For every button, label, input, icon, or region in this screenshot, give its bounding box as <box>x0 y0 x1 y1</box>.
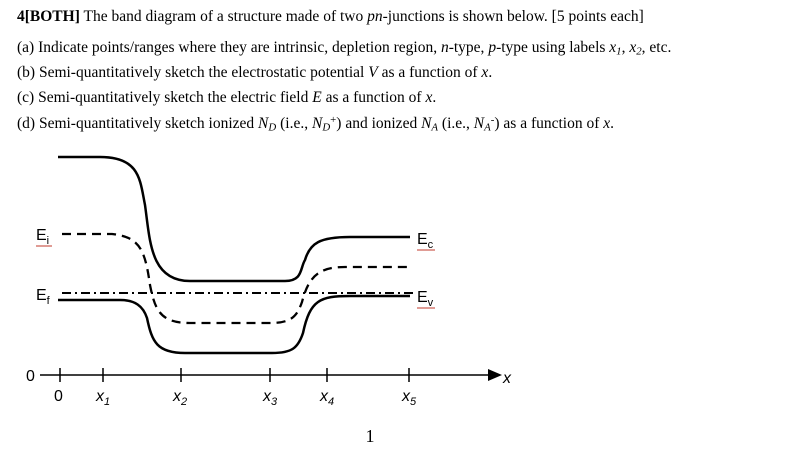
part-d-D2: D <box>322 121 331 134</box>
part-a-x2: x <box>629 39 637 56</box>
part-d-N1: N <box>258 114 269 132</box>
part-d-text-1: (d) Semi-quantitatively sketch ionized <box>17 114 259 132</box>
part-d-N3: N <box>421 114 432 132</box>
part-b-text-1: (b) Semi-quantitatively sketch the electrostatic potential <box>17 64 369 81</box>
x-axis-label: x <box>503 370 511 387</box>
problem-intro: The band diagram of a structure made of two <box>79 8 368 25</box>
intrinsic-level-curve <box>62 234 412 323</box>
part-c-end: . <box>432 89 437 106</box>
pn-text: pn <box>367 8 383 25</box>
part-c-text-1: (c) Semi-quantitatively sketch the electric field <box>17 89 313 106</box>
part-d-plus: + <box>330 114 337 126</box>
part-c-E: E <box>312 89 322 106</box>
part-a-text-1: (a) Indicate points/ranges where they are intrinsic, depletion region, <box>17 39 441 56</box>
part-c-x: x <box>425 89 433 106</box>
part-a-end: , etc. <box>641 39 672 56</box>
part-a-comma: , <box>621 39 630 56</box>
part-d-D1: D <box>268 121 277 134</box>
part-b-end: . <box>488 64 493 81</box>
tick-label-x3: $x_3$ <box>263 388 278 408</box>
origin-label: 0 <box>26 368 35 385</box>
part-d-x: x <box>603 114 611 132</box>
problem-number: 4 <box>17 8 25 25</box>
part-d-text-2: (i.e., <box>276 114 312 132</box>
ec-label: $E_c$ <box>417 231 434 251</box>
ef-label: $E_f$ <box>36 287 50 307</box>
valence-band-curve <box>58 296 410 353</box>
tick-label-x2: $x_2$ <box>173 388 188 408</box>
part-d-N2: N <box>311 114 323 132</box>
x-axis-arrowhead <box>488 369 502 381</box>
problem-tag: [BOTH] <box>24 8 80 25</box>
part-d-text-3: ) and ionized <box>336 114 422 132</box>
part-d-N4: N <box>473 114 485 132</box>
tick-label-x1: $x_1$ <box>96 388 111 408</box>
ei-label: $E_i$ <box>36 227 50 247</box>
tick-label-x4: $x_4$ <box>320 388 335 408</box>
tick-label-x5: $x_5$ <box>402 388 417 408</box>
part-d-A2: A <box>484 121 491 134</box>
part-b-V: V <box>368 64 378 81</box>
part-c-text-2: as a function of <box>321 89 426 106</box>
part-a-text-3: -type using labels <box>496 39 610 56</box>
problem-intro-end: -junctions is shown below. [5 points each] <box>382 8 644 25</box>
part-a-p: p <box>488 39 497 56</box>
part-a-n: n <box>440 39 449 56</box>
part-d-minus: - <box>490 114 495 126</box>
ev-label: $E_v$ <box>417 289 434 309</box>
part-a-x1: x <box>609 39 617 56</box>
part-a-x1-sub: 1 <box>616 45 622 58</box>
part-a-text-2: -type, <box>448 39 489 56</box>
part-b-text-2: as a function of <box>377 64 482 81</box>
part-d-text-5: ) as a function of <box>494 114 604 132</box>
part-a-x2-sub: 2 <box>636 45 642 58</box>
conduction-band-curve <box>58 157 410 281</box>
part-d-text-4: (i.e., <box>438 114 474 132</box>
part-d-end: . <box>610 114 615 132</box>
part-d-A1: A <box>431 121 439 134</box>
page-number: 1 <box>365 426 375 446</box>
part-b-x: x <box>481 64 489 81</box>
tick-label-0: 0 <box>54 388 63 405</box>
